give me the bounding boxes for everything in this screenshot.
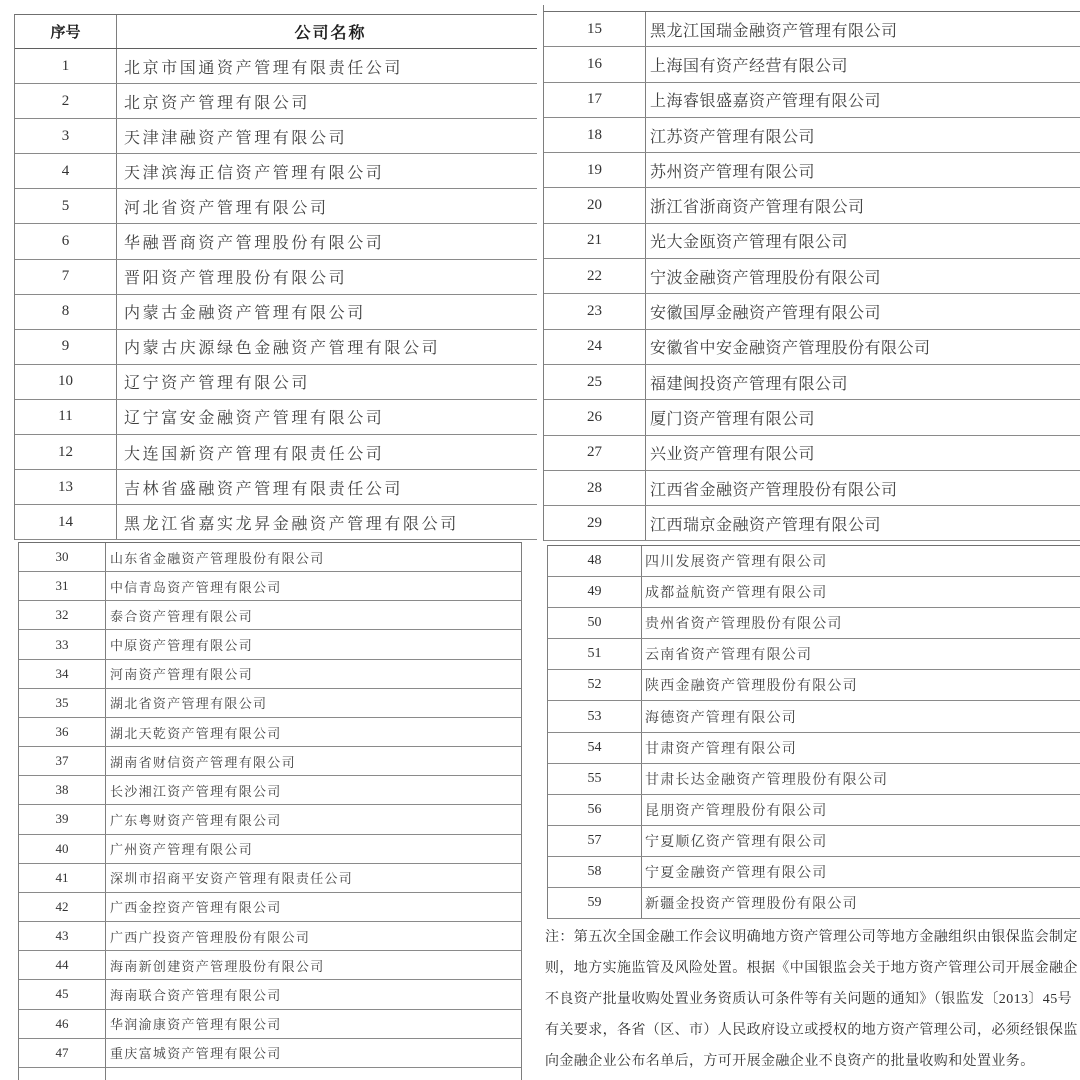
company-cell: 广西广投资产管理股份有限公司 [110,929,311,945]
company-cell: 新疆金投资产管理股份有限公司 [645,897,858,913]
company-cell: 昆朋资产管理股份有限公司 [645,803,828,819]
company-cell: 海南联合资产管理有限公司 [110,987,282,1003]
company-cell: 浙江省浙商资产管理有限公司 [650,199,865,217]
table-companies-1-14 [14,14,537,540]
company-cell: 苏州资产管理有限公司 [650,163,816,181]
company-cell: 华融晋商资产管理股份有限公司 [124,235,385,253]
company-cell: 泰合资产管理有限公司 [110,608,254,624]
table-row [544,259,1080,294]
serial-cell: 22 [544,259,646,293]
serial-cell: 2 [15,84,117,118]
company-cell: 湖南省财信资产管理有限公司 [110,754,296,770]
table-row [19,805,521,834]
header-serial-number: 序号 [15,15,117,48]
company-cell: 海南新创建资产管理股份有限公司 [110,958,325,974]
table-row [544,294,1080,329]
table-row [19,1039,521,1068]
serial-cell: 46 [19,1010,106,1038]
serial-cell: 16 [544,47,646,81]
company-cell: 兴业资产管理有限公司 [650,446,816,464]
table-row [15,189,537,224]
table-row [544,12,1080,47]
table-row [544,188,1080,223]
table-row [15,435,537,470]
table-row [19,601,521,630]
serial-cell: 23 [544,294,646,328]
table-row [19,951,521,980]
serial-cell: 28 [544,471,646,505]
table-row [15,505,537,540]
serial-cell: 15 [544,12,646,46]
table-row [544,506,1080,541]
serial-cell: 47 [19,1039,106,1067]
company-cell: 福建闽投资产管理有限公司 [650,375,849,393]
table-row [548,857,1080,888]
table-row [544,400,1080,435]
serial-cell: 35 [19,689,106,717]
serial-cell: 52 [548,670,642,700]
table-row [15,365,537,400]
table-row [548,701,1080,732]
serial-cell: 26 [544,400,646,434]
serial-cell: 53 [548,701,642,731]
table-row [548,546,1080,577]
company-cell: 陕西金融资产管理股份有限公司 [645,679,858,695]
serial-cell: 57 [548,826,642,856]
table-companies-48-59 [547,545,1080,919]
table-row [19,543,521,572]
footnote-line: 向金融企业公布名单后，方可开展金融企业不良资产的批量收购和处置业务。 [545,1054,1035,1069]
company-cell: 深圳市招商平安资产管理有限责任公司 [110,871,354,887]
company-cell: 江西省金融资产管理股份有限公司 [650,481,898,499]
company-cell: 上海国有资产经营有限公司 [650,57,849,75]
table-row [544,365,1080,400]
table-row [19,572,521,601]
serial-cell: 38 [19,776,106,804]
table-row [544,224,1080,259]
company-cell: 重庆富城资产管理有限公司 [110,1046,282,1062]
company-cell: 湖北省资产管理有限公司 [110,696,268,712]
serial-cell: 39 [19,805,106,833]
footnote-line: 则，地方实施监管及风险处置。根据《中国银监会关于地方资产管理公司开展金融企 [545,961,1078,976]
serial-cell: 55 [548,764,642,794]
company-cell: 黑龙江国瑞金融资产管理有限公司 [650,22,898,40]
table-row [19,718,521,747]
serial-cell: 58 [548,857,642,887]
serial-cell: 37 [19,747,106,775]
company-cell: 大连国新资产管理有限责任公司 [124,445,385,463]
serial-cell: 5 [15,189,117,223]
serial-cell: 4 [15,154,117,188]
serial-cell: 54 [548,733,642,763]
serial-cell: 10 [15,365,117,399]
table-row [544,153,1080,188]
table-row [19,747,521,776]
serial-cell: 12 [15,435,117,469]
serial-cell: 40 [19,835,106,863]
company-cell: 内蒙古金融资产管理有限公司 [124,305,366,323]
company-cell: 晋阳资产管理股份有限公司 [124,270,348,288]
table-row [19,660,521,689]
company-cell: 贵州省资产管理股份有限公司 [645,617,843,633]
clipped-partial-row [18,1067,522,1080]
table-row [15,49,537,84]
table-row [544,471,1080,506]
table-row [15,260,537,295]
table-row [548,888,1080,919]
serial-cell: 6 [15,224,117,258]
serial-cell: 49 [548,577,642,607]
company-cell: 湖北天乾资产管理有限公司 [110,725,282,741]
serial-cell: 7 [15,260,117,294]
table-row [15,400,537,435]
serial-cell: 56 [548,795,642,825]
company-cell: 吉林省盛融资产管理有限责任公司 [124,480,404,498]
company-cell: 宁夏顺亿资产管理有限公司 [645,834,828,850]
company-cell: 北京市国通资产管理有限责任公司 [124,59,404,77]
serial-cell: 13 [15,470,117,504]
company-cell: 内蒙古庆源绿色金融资产管理有限公司 [124,340,441,358]
serial-cell: 30 [19,543,106,571]
company-cell: 江西瑞京金融资产管理有限公司 [650,516,882,534]
column-divider [105,1067,106,1080]
serial-cell: 50 [548,608,642,638]
table-row [19,835,521,864]
serial-cell: 43 [19,922,106,950]
serial-cell: 21 [544,224,646,258]
serial-cell: 17 [544,83,646,117]
company-cell: 广州资产管理有限公司 [110,842,254,858]
serial-cell: 36 [19,718,106,746]
company-cell: 广西金控资产管理有限公司 [110,900,282,916]
table-row [15,119,537,154]
serial-cell: 59 [548,888,642,918]
company-cell: 上海睿银盛嘉资产管理有限公司 [650,93,882,111]
table-row [548,795,1080,826]
table-row [548,577,1080,608]
serial-cell: 29 [544,506,646,540]
table-row [19,864,521,893]
table-row [548,608,1080,639]
table-row [544,118,1080,153]
company-cell: 长沙湘江资产管理有限公司 [110,783,282,799]
table-row [19,1010,521,1039]
table-companies-30-47 [18,542,522,1068]
table-companies-15-29 [543,11,1080,541]
header-company-name: 公司名称 [294,25,367,42]
company-cell: 成都益航资产管理有限公司 [645,586,828,602]
company-cell: 山东省金融资产管理股份有限公司 [110,550,325,566]
company-cell: 广东粤财资产管理有限公司 [110,812,282,828]
company-cell: 北京资产管理有限公司 [124,94,311,112]
company-cell: 四川发展资产管理有限公司 [645,555,828,571]
company-cell: 厦门资产管理有限公司 [650,410,816,428]
table-row [19,922,521,951]
table-row [19,980,521,1009]
serial-cell: 9 [15,330,117,364]
serial-cell: 11 [15,400,117,434]
company-cell: 云南省资产管理有限公司 [645,648,813,664]
company-cell: 江苏资产管理有限公司 [650,128,816,146]
serial-cell: 48 [548,546,642,576]
serial-cell: 51 [548,639,642,669]
table-row [15,224,537,259]
table-row [544,47,1080,82]
serial-cell: 3 [15,119,117,153]
serial-cell: 44 [19,951,106,979]
company-cell: 河北省资产管理有限公司 [124,199,329,217]
table-row [19,776,521,805]
table-row [15,330,537,365]
table-row [548,826,1080,857]
table-row [548,764,1080,795]
serial-cell: 45 [19,980,106,1008]
company-cell: 宁波金融资产管理股份有限公司 [650,269,882,287]
footnote-line: 有关要求，各省（区、市）人民政府设立或授权的地方资产管理公司，必须经银保监 [545,1023,1078,1038]
company-cell: 辽宁资产管理有限公司 [124,375,311,393]
serial-cell: 1 [15,49,117,83]
table-row [19,630,521,659]
company-cell: 宁夏金融资产管理有限公司 [645,865,828,881]
serial-cell: 8 [15,295,117,329]
table-row [544,330,1080,365]
serial-cell: 24 [544,330,646,364]
company-cell: 天津滨海正信资产管理有限公司 [124,164,385,182]
table-row [548,639,1080,670]
serial-cell: 25 [544,365,646,399]
table-row [15,84,537,119]
company-cell: 黑龙江省嘉实龙昇金融资产管理有限公司 [124,515,459,533]
serial-cell: 41 [19,864,106,892]
company-cell: 甘肃资产管理有限公司 [645,741,797,757]
footnote-line: 不良资产批量收购处置业务资质认可条件等有关问题的通知》（银监发〔2013〕45号 [545,992,1072,1007]
serial-cell: 34 [19,660,106,688]
table-row [15,295,537,330]
company-cell: 天津津融资产管理有限公司 [124,129,348,147]
company-cell: 海德资产管理有限公司 [645,710,797,726]
serial-cell: 20 [544,188,646,222]
table-row [544,436,1080,471]
serial-cell: 18 [544,118,646,152]
company-cell: 华润渝康资产管理有限公司 [110,1017,282,1033]
company-cell: 河南资产管理有限公司 [110,667,254,683]
serial-cell: 14 [15,505,117,539]
table-row [15,154,537,189]
table-row [548,733,1080,764]
company-cell: 光大金瓯资产管理有限公司 [650,234,849,252]
table-row [548,670,1080,701]
table-header-row [15,15,537,49]
table-row [544,83,1080,118]
serial-cell: 33 [19,630,106,658]
serial-cell: 42 [19,893,106,921]
company-cell: 中原资产管理有限公司 [110,638,254,654]
table-row [19,893,521,922]
serial-cell: 19 [544,153,646,187]
serial-cell: 32 [19,601,106,629]
table-row [19,689,521,718]
company-cell: 辽宁富安金融资产管理有限公司 [124,410,385,428]
footnote-line: 注：第五次全国金融工作会议明确地方资产管理公司等地方金融组织由银保监会制定 [545,930,1078,945]
serial-cell: 27 [544,436,646,470]
company-cell: 甘肃长达金融资产管理股份有限公司 [645,772,889,788]
serial-cell: 31 [19,572,106,600]
table-row [15,470,537,505]
company-cell: 安徽省中安金融资产管理股份有限公司 [650,340,931,358]
company-cell: 安徽国厚金融资产管理有限公司 [650,305,882,323]
company-cell: 中信青岛资产管理有限公司 [110,579,282,595]
footnote [545,922,1080,1077]
